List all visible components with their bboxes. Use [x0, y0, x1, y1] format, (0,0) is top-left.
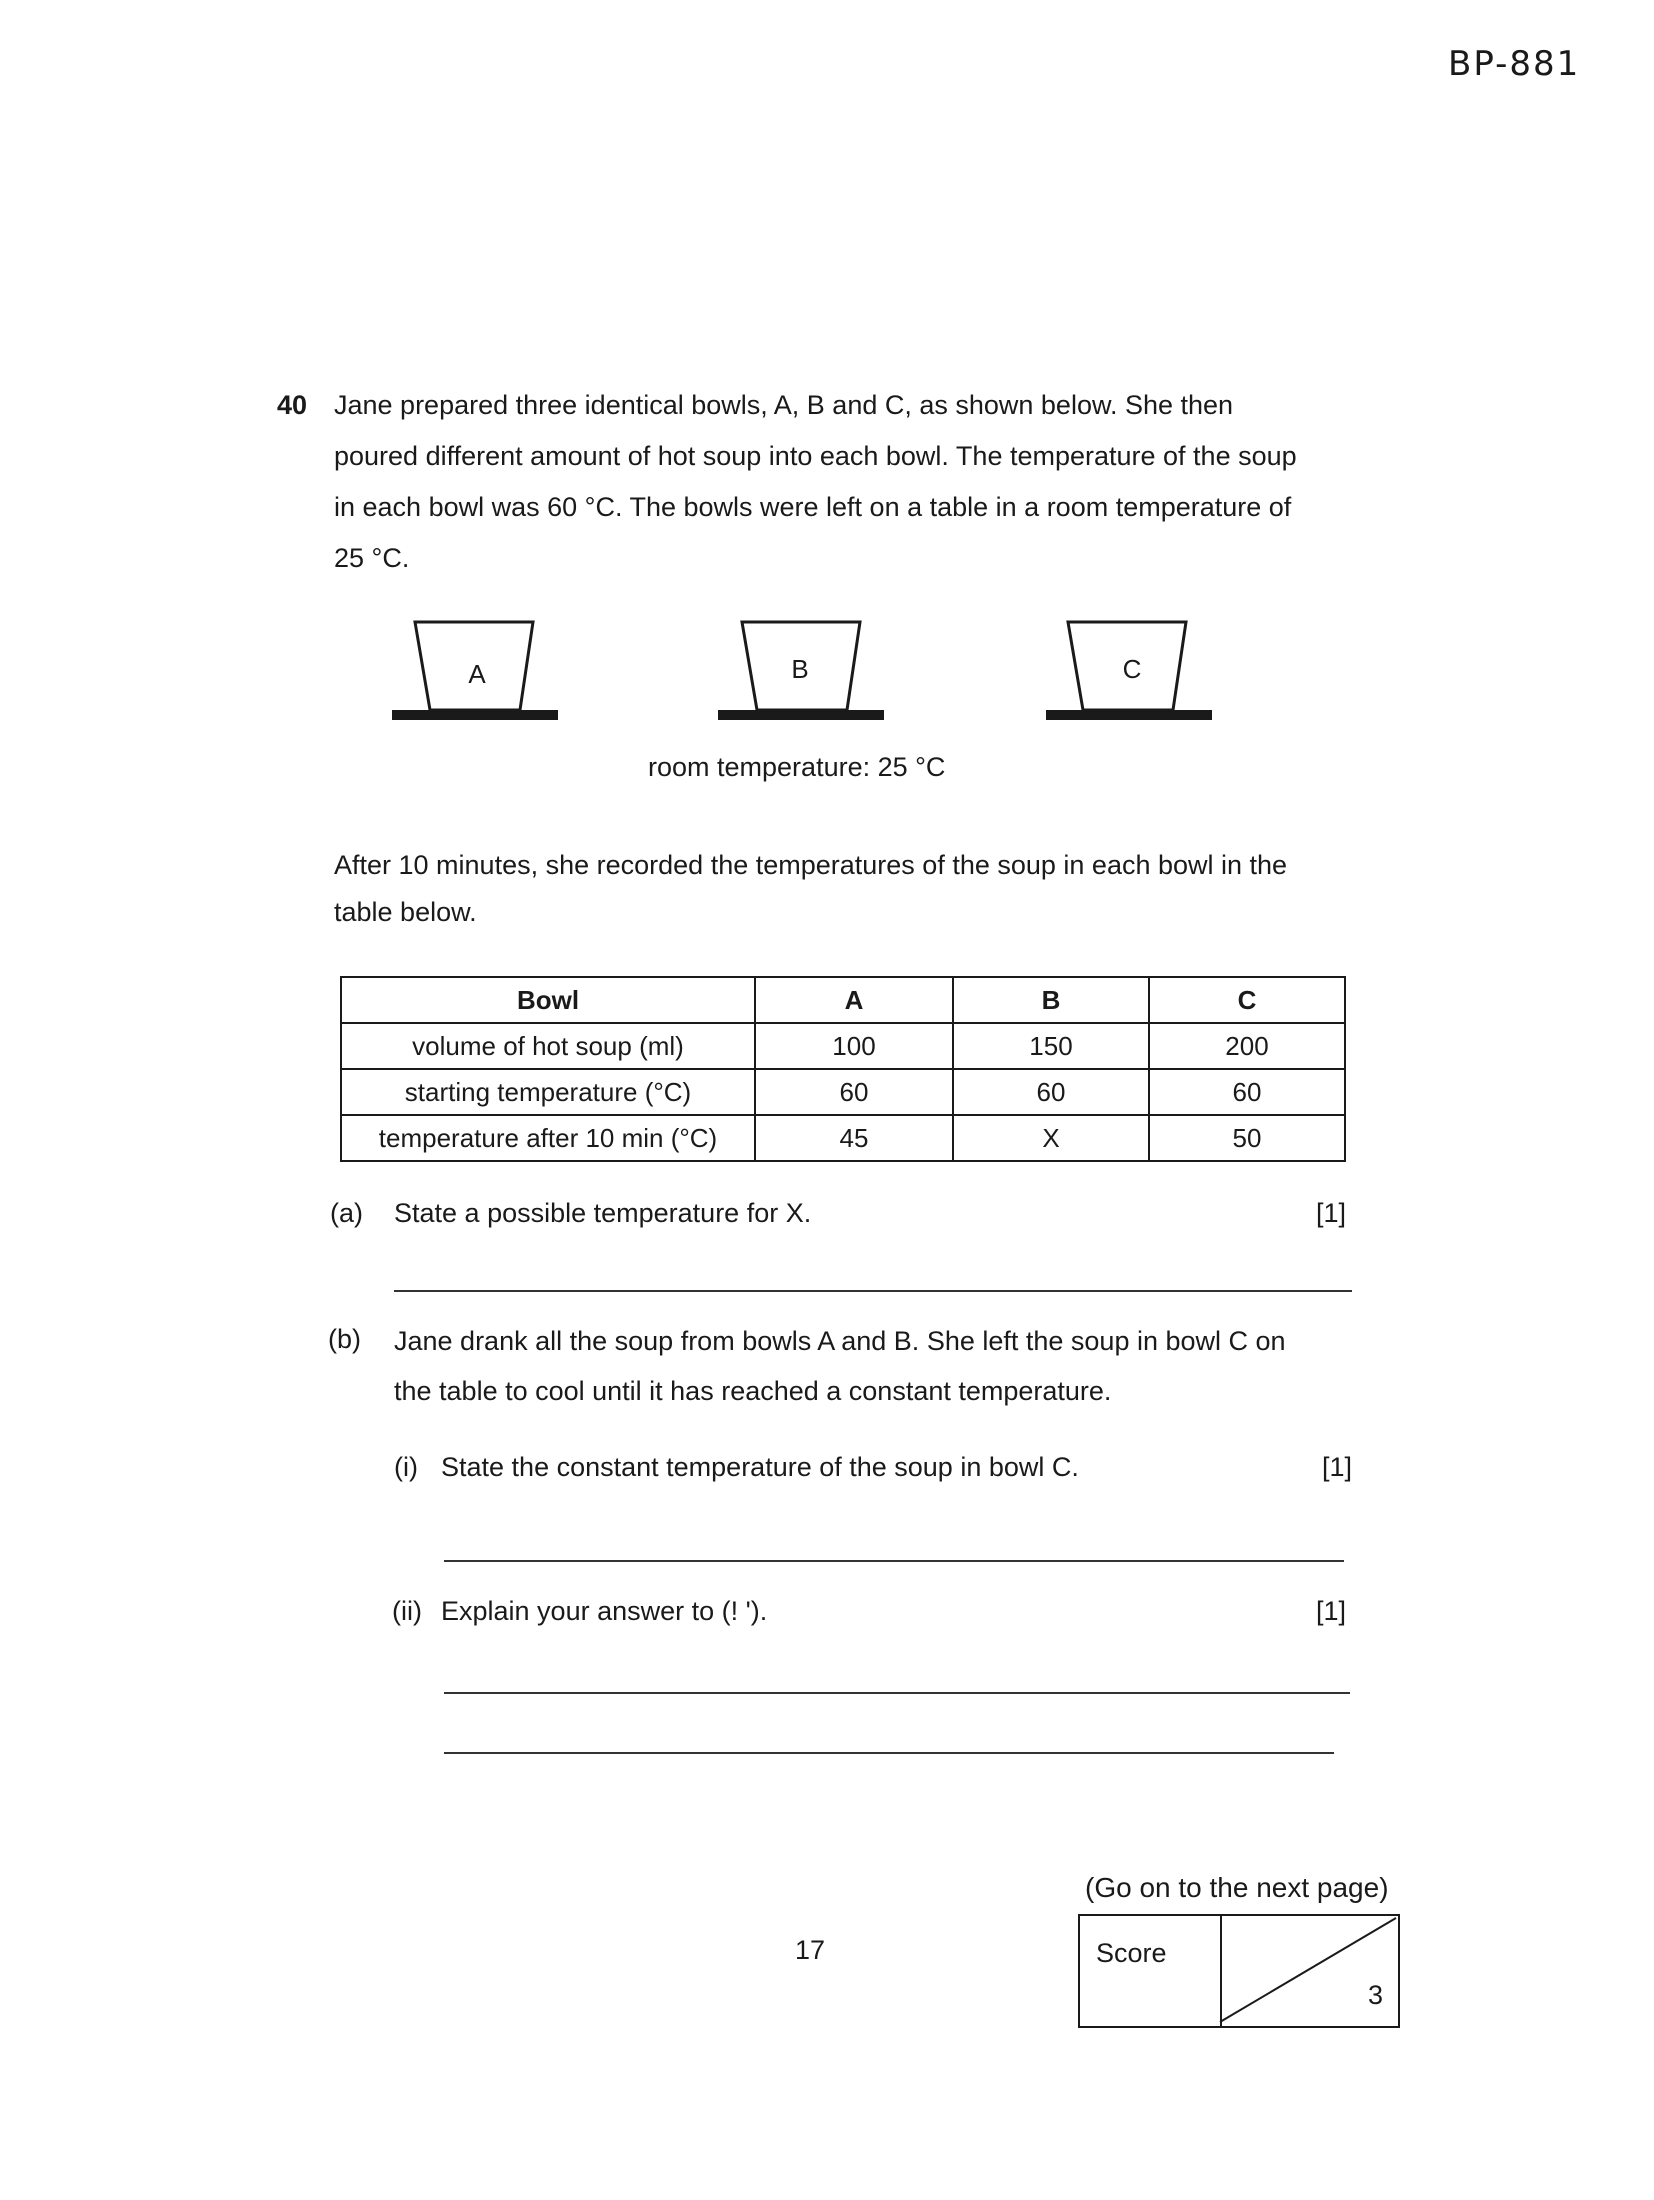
table-cell: 150	[953, 1023, 1149, 1069]
part-b-ii-text: Explain your answer to (! ').	[441, 1596, 768, 1626]
table-cell: 50	[1149, 1115, 1345, 1161]
part-b-i-label: (i)	[394, 1452, 418, 1482]
part-a-text: State a possible temperature for X.	[394, 1198, 812, 1228]
part-b-ii-answer-line-1[interactable]	[444, 1692, 1350, 1694]
part-b-line: the table to cool until it has reached a constant temperature.	[394, 1376, 1112, 1406]
room-temperature-label: room temperature: 25 °C	[648, 752, 946, 782]
part-b-label: (b)	[328, 1324, 361, 1354]
table-cell: 60	[953, 1069, 1149, 1115]
table-row	[341, 1069, 1345, 1115]
table-header: A	[755, 977, 953, 1023]
bowl-c	[1046, 622, 1212, 720]
go-on-note: (Go on to the next page)	[1085, 1872, 1389, 1903]
table-header: Bowl	[341, 977, 755, 1023]
score-label-cell	[1078, 1914, 1222, 2028]
part-b-ii-answer-line-2[interactable]	[444, 1752, 1334, 1754]
bowl-b	[718, 622, 884, 720]
question-number: 40	[277, 390, 308, 420]
bowl-a-label: A	[468, 659, 486, 689]
table-row	[341, 1115, 1345, 1161]
document-code: BP-881	[1448, 44, 1581, 84]
table-row	[341, 1023, 1345, 1069]
score-value-cell[interactable]	[1218, 1914, 1400, 2028]
after-line: table below.	[334, 897, 477, 927]
intro-line: in each bowl was 60 °C. The bowls were left on a table in a room temperature of	[334, 492, 1292, 522]
intro-line: poured different amount of hot soup into each bowl. The temperature of the soup	[334, 441, 1297, 471]
table-cell: 60	[755, 1069, 953, 1115]
question-intro	[334, 380, 1354, 584]
part-b-i-text: State the constant temperature of the soup in bowl C.	[441, 1452, 1079, 1482]
soup-temperature-table	[340, 976, 1346, 1162]
table-cell: 45	[755, 1115, 953, 1161]
page-number: 17	[795, 1935, 826, 1965]
table-cell: 100	[755, 1023, 953, 1069]
bowl-b-label: B	[791, 654, 809, 684]
table-header: C	[1149, 977, 1345, 1023]
score-total: 3	[1368, 1980, 1384, 2010]
part-a-answer-line[interactable]	[394, 1290, 1352, 1292]
part-a-label: (a)	[330, 1198, 363, 1228]
part-b-i-mark: [1]	[1322, 1452, 1353, 1482]
part-b-i-answer-line[interactable]	[444, 1560, 1344, 1562]
part-b-ii-label: (ii)	[392, 1596, 422, 1626]
table-cell: X	[953, 1115, 1149, 1161]
table-cell: volume of hot soup (ml)	[341, 1023, 755, 1069]
bowl-a	[392, 622, 558, 720]
intro-line: Jane prepared three identical bowls, A, B and C, as shown below. She then	[334, 390, 1234, 420]
intro-line: 25 °C.	[334, 543, 410, 573]
table-cell: temperature after 10 min (°C)	[341, 1115, 755, 1161]
part-a-mark: [1]	[1316, 1198, 1347, 1228]
table-header-row	[341, 977, 1345, 1023]
table-cell: 200	[1149, 1023, 1345, 1069]
table-cell: starting temperature (°C)	[341, 1069, 755, 1115]
part-b-text	[394, 1316, 1286, 1416]
bowl-c-label: C	[1122, 654, 1142, 684]
table-header: B	[953, 977, 1149, 1023]
score-box	[1078, 1914, 1402, 2028]
after-paragraph	[334, 842, 1354, 936]
score-label: Score	[1096, 1938, 1167, 1968]
part-b-ii-mark: [1]	[1316, 1596, 1347, 1626]
part-b-line: Jane drank all the soup from bowls A and B. She left the soup in bowl C on	[394, 1326, 1286, 1356]
after-line: After 10 minutes, she recorded the temperatures of the soup in each bowl in the	[334, 850, 1288, 880]
table-cell: 60	[1149, 1069, 1345, 1115]
